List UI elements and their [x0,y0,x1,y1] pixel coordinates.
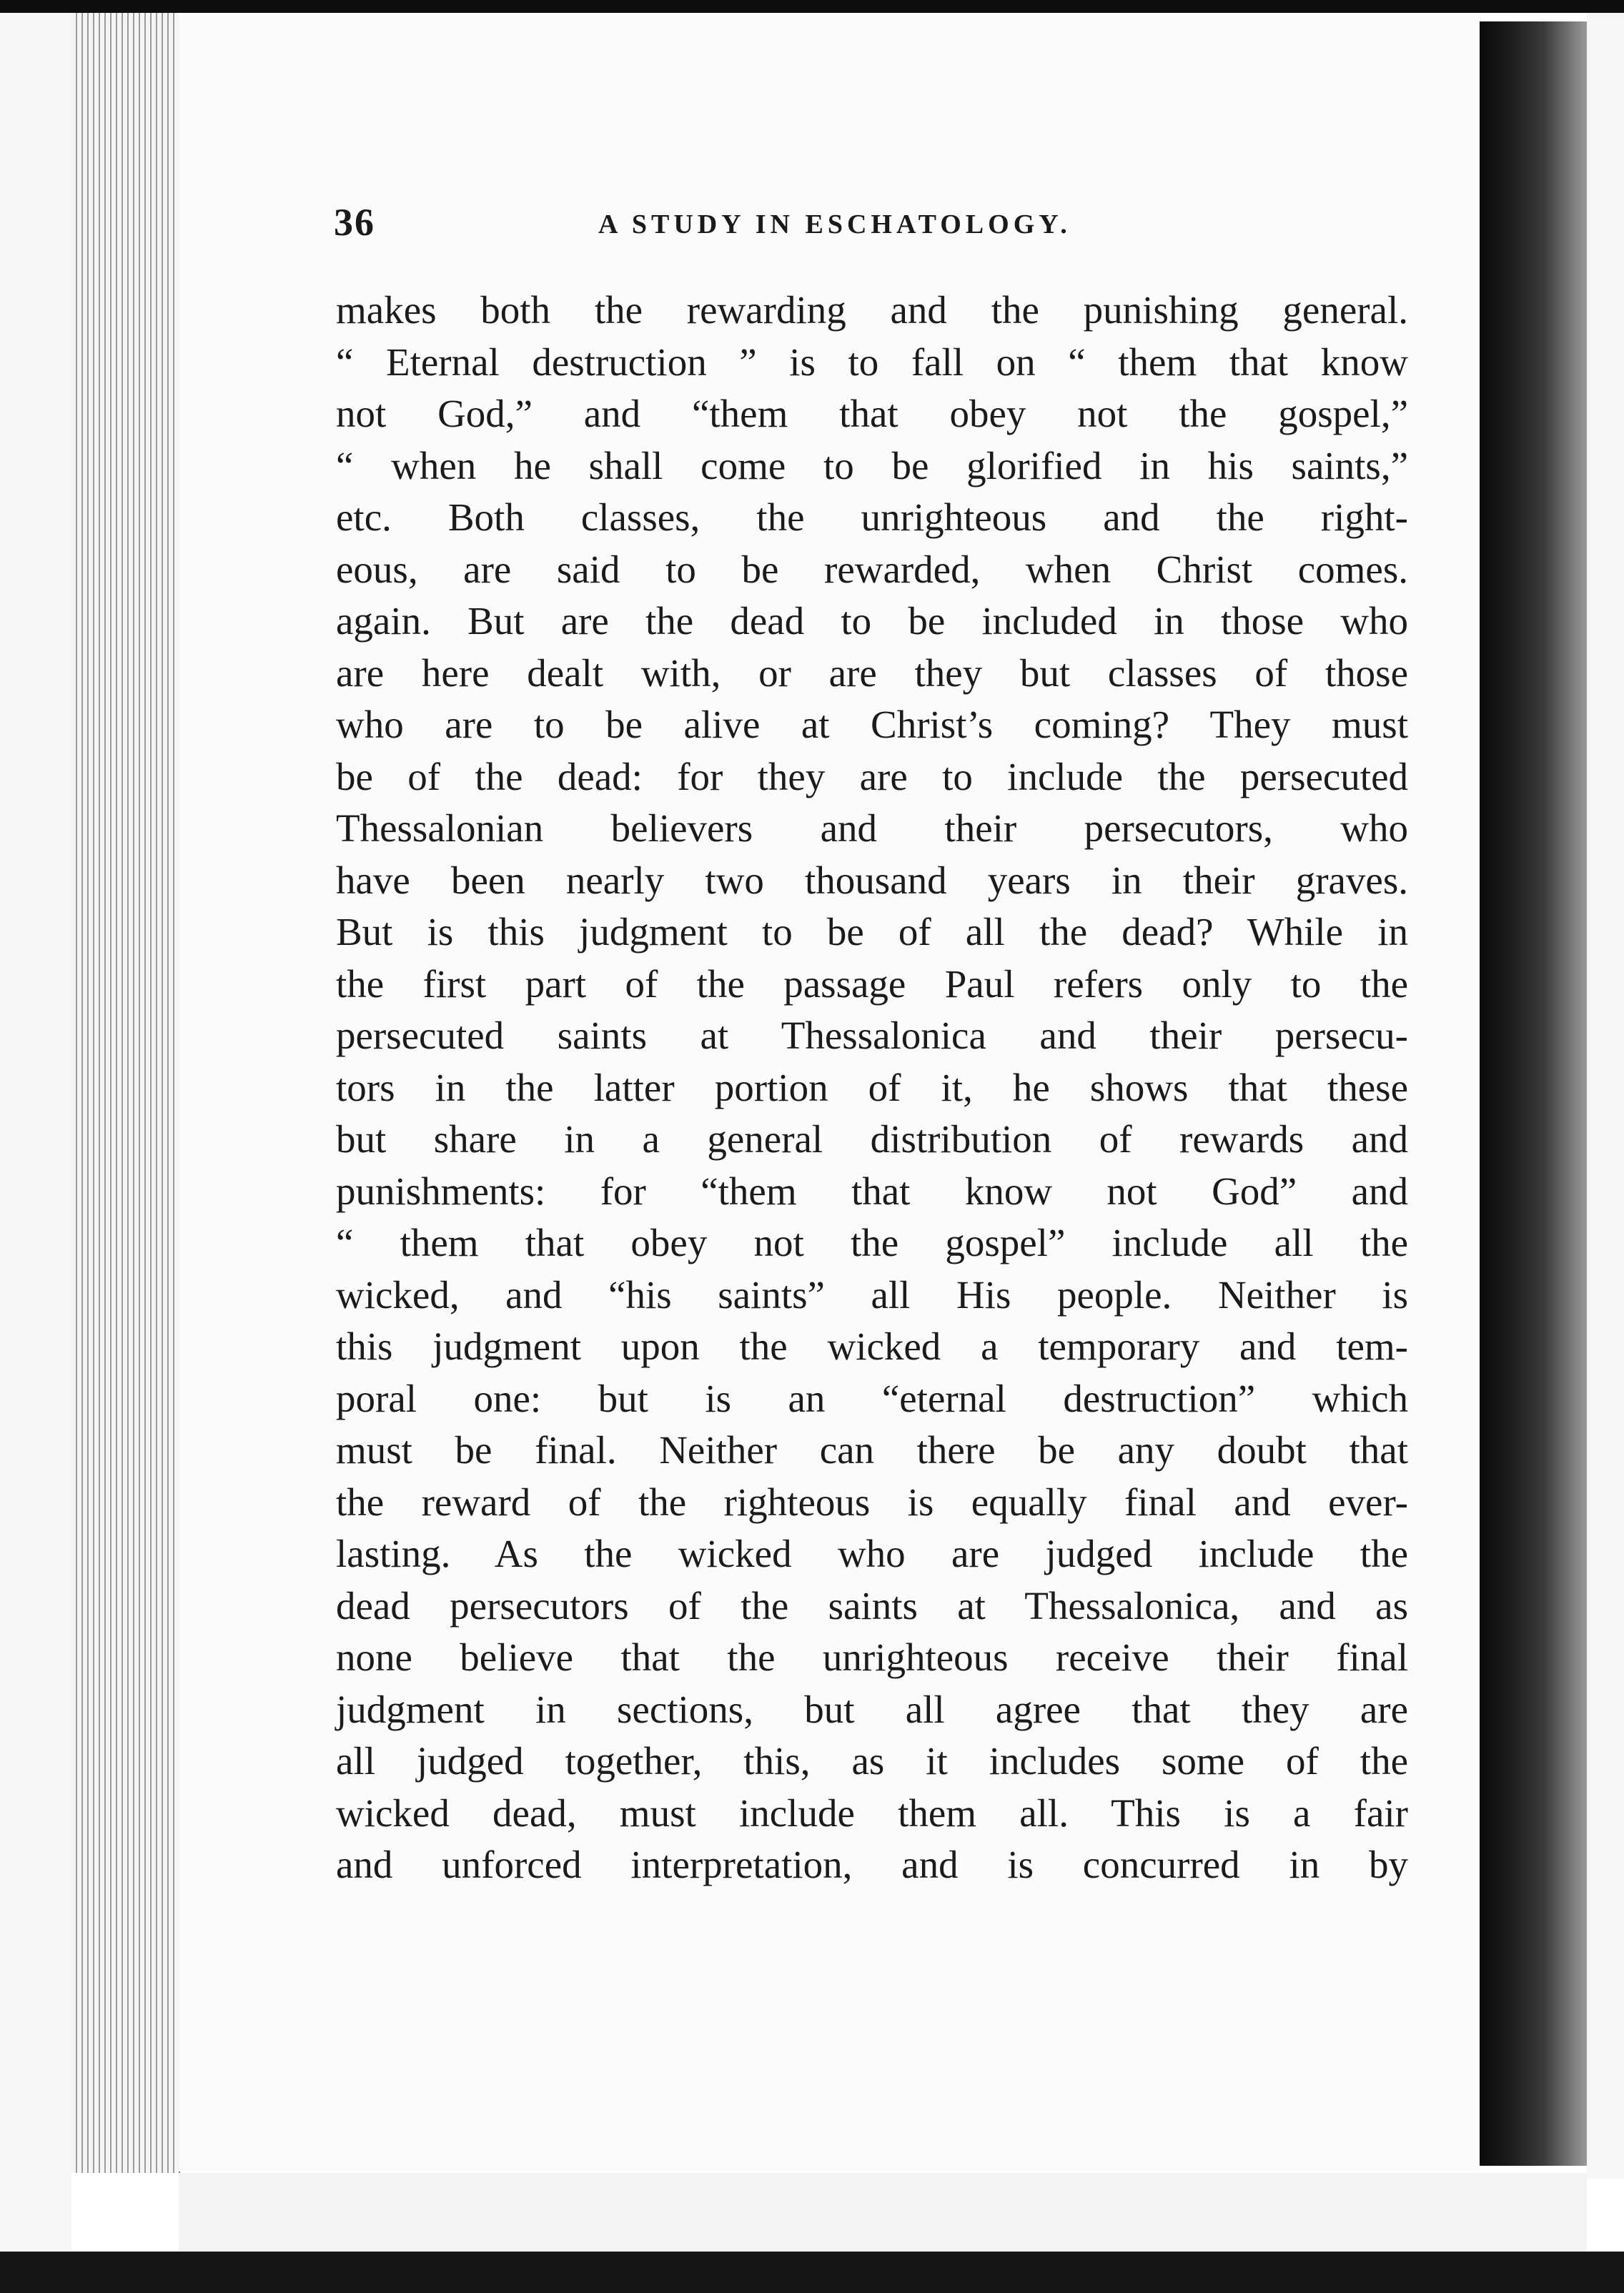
body-text [336,284,1408,1891]
text-line: “ when he shall come to be glorified in his saints,” [336,443,1408,487]
running-head [334,200,1406,257]
text-line: are here dealt with, or are they but classes of those [336,650,1408,695]
text-line: must be final. Neither can there be any doubt that [336,1428,1408,1472]
text-line: but share in a general distribution of rewards and [336,1117,1408,1161]
page-edges [71,0,180,2173]
text-line: this judgment upon the wicked a temporary and tem- [336,1324,1408,1368]
text-line: poral one: but is an “eternal destruction” which [336,1376,1408,1420]
text-line: dead persecutors of the saints at Thessalonica, and as [336,1583,1408,1628]
text-line: But is this judgment to be of all the dead? While in [336,910,1408,954]
text-line: the reward of the righteous is equally final and ever- [336,1480,1408,1524]
page-number: 36 [334,201,375,244]
text-line: Thessalonian believers and their persecutors, who [336,806,1408,850]
text-line: judgment in sections, but all agree that they are [336,1687,1408,1731]
text-line: all judged together, this, as it includes some of the [336,1739,1408,1783]
text-line: and unforced interpretation, and is concurred in by [336,1843,1408,1886]
text-line: “ Eternal destruction ” is to fall on “ them that know [336,340,1408,384]
text-line: persecuted saints at Thessalonica and their persecu- [336,1014,1408,1057]
text-line: tors in the latter portion of it, he shows that these [336,1065,1408,1109]
text-line: lasting. As the wicked who are judged include the [336,1532,1408,1575]
book-binding-shadow [1480,21,1587,2166]
text-line: “ them that obey not the gospel” include all the [336,1221,1408,1264]
scan-top-edge [0,0,1624,13]
text-line: eous, are said to be rewarded, when Christ comes. [336,547,1408,591]
text-line: punishments: for “them that know not God” and [336,1169,1408,1213]
scan-bottom-margin [179,2173,1587,2252]
text-line: be of the dead: for they are to include the persecuted [336,754,1408,798]
running-title: A STUDY IN ESCHATOLOGY. [598,209,1071,239]
text-line: who are to be alive at Christ’s coming? They must [336,703,1408,746]
text-line: makes both the rewarding and the punishing general. [336,288,1408,332]
text-line: none believe that the unrighteous receive their final [336,1635,1408,1679]
scan-left-margin [0,0,71,2293]
text-line: wicked dead, must include them all. This is a fair [336,1791,1408,1835]
scan-bottom-edge [0,2252,1624,2293]
text-line: have been nearly two thousand years in their graves. [336,858,1408,902]
text-line: wicked, and “his saints” all His people. Neither is [336,1272,1408,1317]
text-line: not God,” and “them that obey not the gospel,” [336,392,1408,435]
text-line: etc. Both classes, the unrighteous and the right- [336,495,1408,539]
text-line: again. But are the dead to be included in those who [336,599,1408,643]
facing-page-edge [1587,13,1624,2179]
text-line: the first part of the passage Paul refers only to the [336,961,1408,1006]
